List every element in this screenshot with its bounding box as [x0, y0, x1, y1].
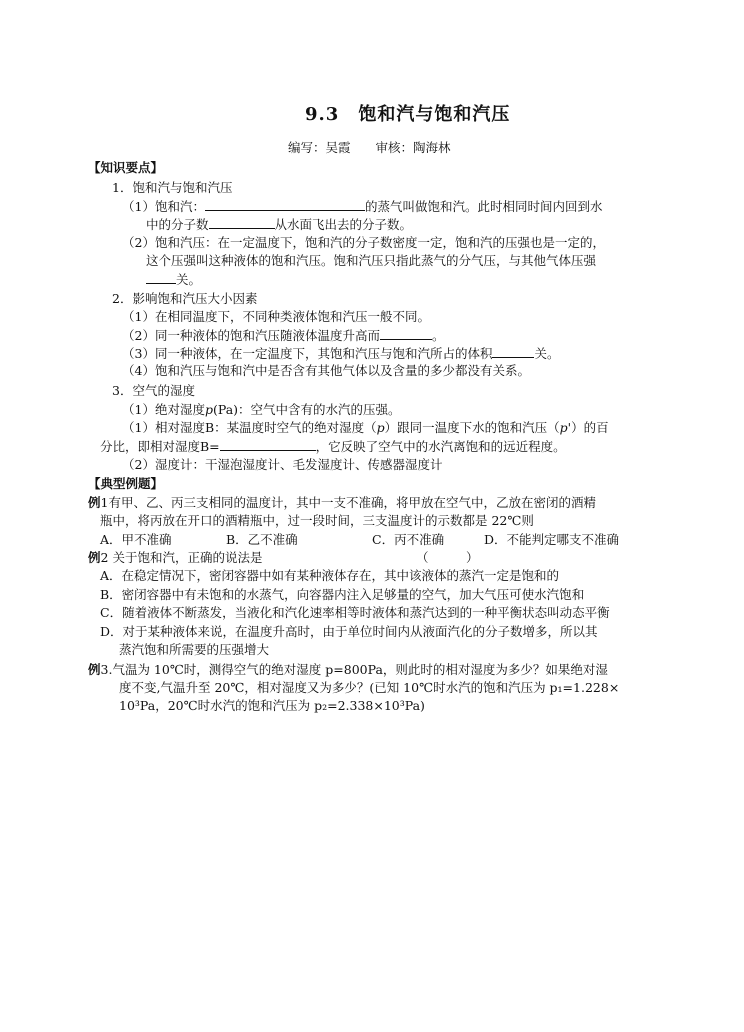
s2-heading: 2．影响饱和汽压大小因素: [112, 291, 258, 306]
ex2-text: 2 关于饱和汽，正确的说法是: [100, 550, 263, 565]
ex2-option-d-line1: D．对于某种液体来说，在温度升高时，由于单位时间内从液面汽化的分子数增多，所以其: [100, 624, 598, 639]
s3-line2-c: ）的百: [571, 420, 609, 435]
ex1-option-a: A．甲不准确: [100, 532, 172, 547]
section-heading-examples: 【典型例题】: [88, 476, 164, 491]
s2-line3-text: （3）同一种液体，在一定温度下，其饱和汽压与饱和汽所占的体积: [122, 346, 493, 361]
s1-item1-line2: [146, 215, 412, 234]
ex2-option-b: B．密闭容器中有未饱和的水蒸气，向容器内注入足够量的空气，加大气压可使水汽饱和: [100, 587, 585, 602]
s3-line2-b: ）跟同一温度下水的饱和汽压（: [384, 420, 560, 435]
symbol-p-prime: p': [559, 420, 572, 435]
ex3-line1: [88, 661, 608, 679]
fill-blank[interactable]: [205, 197, 365, 211]
s3-line2-a: （1）相对湿度B：某温度时空气的绝对湿度（: [122, 420, 377, 435]
s1-item1-end: 从水面飞出去的分子数。: [274, 217, 413, 232]
ex1-line2: 瓶中，将丙放在开口的酒精瓶中，过一段时间，三支温度计的示数都是 22℃则: [100, 513, 534, 528]
s2-line2-end: 。: [431, 328, 445, 343]
ex1-label: 例: [88, 495, 101, 510]
fill-blank[interactable]: [220, 437, 316, 451]
s1-item2-end: 关。: [176, 272, 202, 287]
fill-blank[interactable]: [209, 215, 275, 229]
ex2-option-d-line2: 蒸汽饱和所需要的压强增大: [119, 642, 270, 657]
ex1-option-c: C．丙不准确: [372, 532, 445, 547]
s1-item2-line3: [146, 270, 201, 289]
s2-line3: [122, 344, 559, 363]
ex2-option-c: C．随着液体不断蒸发，当液化和汽化速率相等时液体和蒸汽达到的一种平衡状态叫动态平衡: [100, 605, 610, 620]
ex1-line1: [88, 494, 596, 512]
s3-line3: [100, 437, 566, 456]
s2-line4: （4）饱和汽压与饱和汽中是否含有其他气体以及含量的多少都没有关系。: [122, 363, 530, 378]
ex2-option-a: A．在稳定情况下，密闭容器中如有某种液体存在，其中该液体的蒸汽一定是饱和的: [100, 568, 560, 583]
author-line: 编写：吴霞 审核：陶海林: [288, 140, 451, 155]
s1-item1-line1: [122, 197, 602, 216]
s1-item1-suffix: 的蒸气叫做饱和汽。此时相同时间内回到水: [364, 199, 603, 214]
s3-line1-rest: (Pa)：空气中含有的水汽的压强。: [212, 402, 401, 417]
ex2-line1: [88, 549, 262, 567]
s1-item2-line2: 这个压强叫这种液体的饱和汽压。饱和汽压只指此蒸气的分气压，与其他气体压强: [146, 253, 597, 268]
s2-line2: [122, 326, 444, 345]
s2-line1: （1）在相同温度下，不同种类液体饱和汽压一般不同。: [122, 309, 430, 324]
s1-item1-mid: 中的分子数: [146, 217, 209, 232]
fill-blank[interactable]: [380, 326, 432, 340]
answer-paren: （ ）: [416, 550, 479, 565]
ex1-option-b: B．乙不准确: [226, 532, 298, 547]
ex1-option-d: D．不能判定哪支不准确: [484, 532, 620, 547]
s3-line3-b: ，它反映了空气中的水汽离饱和的远近程度。: [315, 439, 566, 454]
ex3-text: 3.气温为 10℃时，测得空气的绝对湿度 p=800Pa，则此时的相对湿度为多少？如果绝对湿: [100, 662, 608, 677]
ex3-line3: 10³Pa，20℃时水汽的饱和汽压为 p₂=2.338×10³Pa): [119, 698, 425, 713]
fill-blank[interactable]: [492, 344, 534, 358]
s1-item2-line1: （2）饱和汽压：在一定温度下，饱和汽的分子数密度一定，饱和汽的压强也是一定的，: [122, 235, 605, 250]
symbol-p: p: [376, 420, 385, 435]
section-heading-knowledge: 【知识要点】: [88, 160, 164, 175]
ex3-label: 例: [88, 662, 101, 677]
s2-line2-text: （2）同一种液体的饱和汽压随液体温度升高而: [122, 328, 380, 343]
s3-line3-a: 分比，即相对湿度B=: [100, 439, 220, 454]
page-title: 9.3 饱和汽与饱和汽压: [305, 104, 511, 125]
s3-line4: （2）湿度计：干湿泡湿度计、毛发湿度计、传感器湿度计: [122, 457, 443, 472]
ex1-text: 1有甲、乙、丙三支相同的温度计，其中一支不准确，将甲放在空气中，乙放在密闭的酒精: [100, 495, 596, 510]
s3-line1-text: （1）绝对湿度: [122, 402, 205, 417]
fill-blank[interactable]: [146, 270, 176, 284]
s3-heading: 3．空气的湿度: [112, 383, 195, 398]
ex3-line2: 度不变,气温升至 20℃，相对湿度又为多少？(已知 10℃时水汽的饱和汽压为 p₁=1.228×: [119, 680, 620, 695]
s3-line1: [122, 401, 401, 419]
s1-item1-prefix: （1）饱和汽：: [122, 199, 205, 214]
ex2-label: 例: [88, 550, 101, 565]
s1-heading: 1．饱和汽与饱和汽压: [112, 180, 233, 195]
s2-line3-end: 关。: [534, 346, 560, 361]
symbol-p: p: [204, 402, 213, 417]
s3-line2: [122, 419, 609, 437]
